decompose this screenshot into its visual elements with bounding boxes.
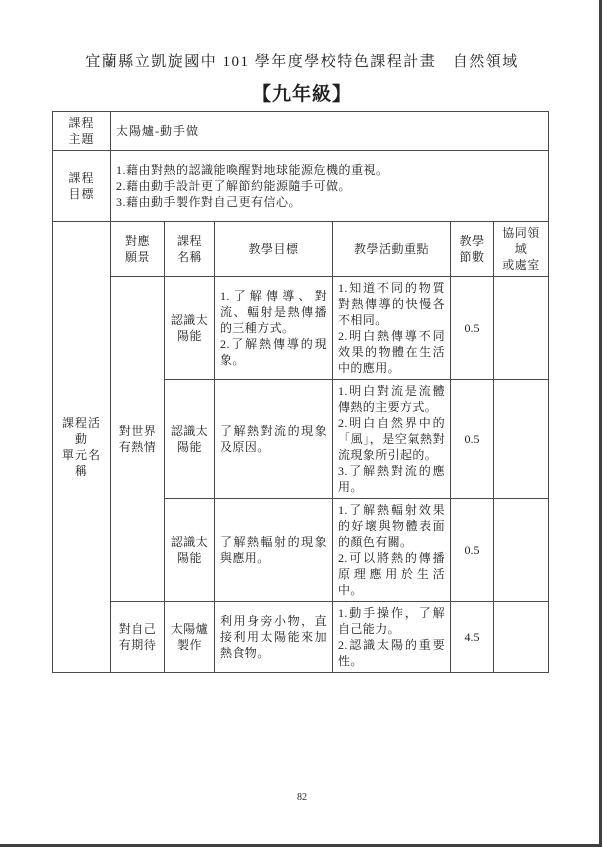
objectives-cell [215,499,333,602]
goal-item: 3.藉由動手製作對自己更有信心。 [116,195,302,209]
activity-item: 2.明白自然界中的「風」，是空氣熱對流現象所引起的。 [338,416,445,462]
activity-item: 1.明白對流是流體傳熱的主要方式。 [338,384,445,414]
goals-row [53,151,549,222]
theme-value-cell: 太陽爐-動手做 [111,112,549,151]
activity-item: 1.了解熱輻射效果的好壞與物體表面的顏色有關。 [338,503,445,549]
activities-cell [333,277,451,380]
goals-value-cell [111,151,549,222]
collab-cell [494,499,549,602]
theme-row [53,112,549,151]
activity-row-label-cell [53,222,111,673]
activities-cell [333,380,451,499]
activity-item: 1.知道不同的物質對熱傳導的快慢各不相同。 [338,281,445,327]
page-edge-bottom [0,844,602,847]
objective-item: 1.了解傳導、對流、輻射是熱傳播的三種方式。 [220,289,327,335]
periods-cell: 0.5 [451,499,494,602]
periods-cell: 0.5 [451,380,494,499]
vision-world-cell: 對世界 有熱情 [111,277,165,602]
course-name-cell: 認識太 陽能 [165,499,215,602]
periods-cell: 4.5 [451,602,494,673]
goals-label-line2: 目標 [68,187,95,201]
activity-row-label-line2: 單元名稱 [61,448,101,478]
objective-item: 了解熱對流的現象及原因。 [220,424,327,454]
header-activities: 教學活動重點 [333,222,451,277]
collab-cell [494,277,549,380]
header-periods: 教學 節數 [451,222,494,277]
vision-self-cell: 對自己 有期待 [111,602,165,673]
theme-label-cell [53,112,111,151]
goals-label-cell [53,151,111,222]
collab-cell [494,602,549,673]
header-collab: 協同領域 或處室 [494,222,549,277]
goal-item: 2.藉由動手設計更了解節約能源隨手可做。 [116,179,352,193]
table-row [53,602,549,673]
objective-item: 了解熱輻射的現象與應用。 [220,535,327,565]
goal-item: 1.藉由對熱的認識能喚醒對地球能源危機的重視。 [116,163,389,177]
objectives-cell [215,602,333,673]
course-name-cell: 太陽爐 製作 [165,602,215,673]
course-name-cell: 認識太 陽能 [165,380,215,499]
activity-item: 1.動手操作，了解自己能力。 [338,606,445,636]
curriculum-table [52,111,549,673]
activities-cell [333,499,451,602]
course-name-cell: 認識太 陽能 [165,277,215,380]
objectives-cell [215,277,333,380]
goals-label-line1: 課程 [68,171,95,185]
activity-row-label-line1: 課程活動 [61,416,101,446]
header-vision: 對應 願景 [111,222,165,277]
activity-item: 2.可以將熱的傳播原理應用於生活中。 [338,551,445,597]
objective-item: 2.了解熱傳導的現象。 [220,337,327,367]
header-objectives: 教學目標 [215,222,333,277]
periods-cell: 0.5 [451,277,494,380]
objective-item: 利用身旁小物，直接利用太陽能來加熱食物。 [220,614,327,660]
activity-item: 3.了解熱對流的應用。 [338,464,445,494]
page-edge-right [599,0,602,847]
theme-label-line2: 主題 [68,132,95,146]
table-row [53,277,549,380]
grade-heading: 【九年級】 [251,84,352,105]
document-title: 宜蘭縣立凱旋國中 101 學年度學校特色課程計畫 自然領域 [85,54,519,70]
objectives-cell [215,380,333,499]
activity-header-row [53,222,549,277]
header-course-name: 課程 名稱 [165,222,215,277]
activities-cell [333,602,451,673]
activity-item: 2.明白熱傳導不同效果的物體在生活中的應用。 [338,329,445,375]
theme-label-line1: 課程 [68,116,95,130]
activity-item: 2.認識太陽的重要性。 [338,638,445,668]
collab-cell [494,380,549,499]
page-number: 82 [297,792,307,803]
